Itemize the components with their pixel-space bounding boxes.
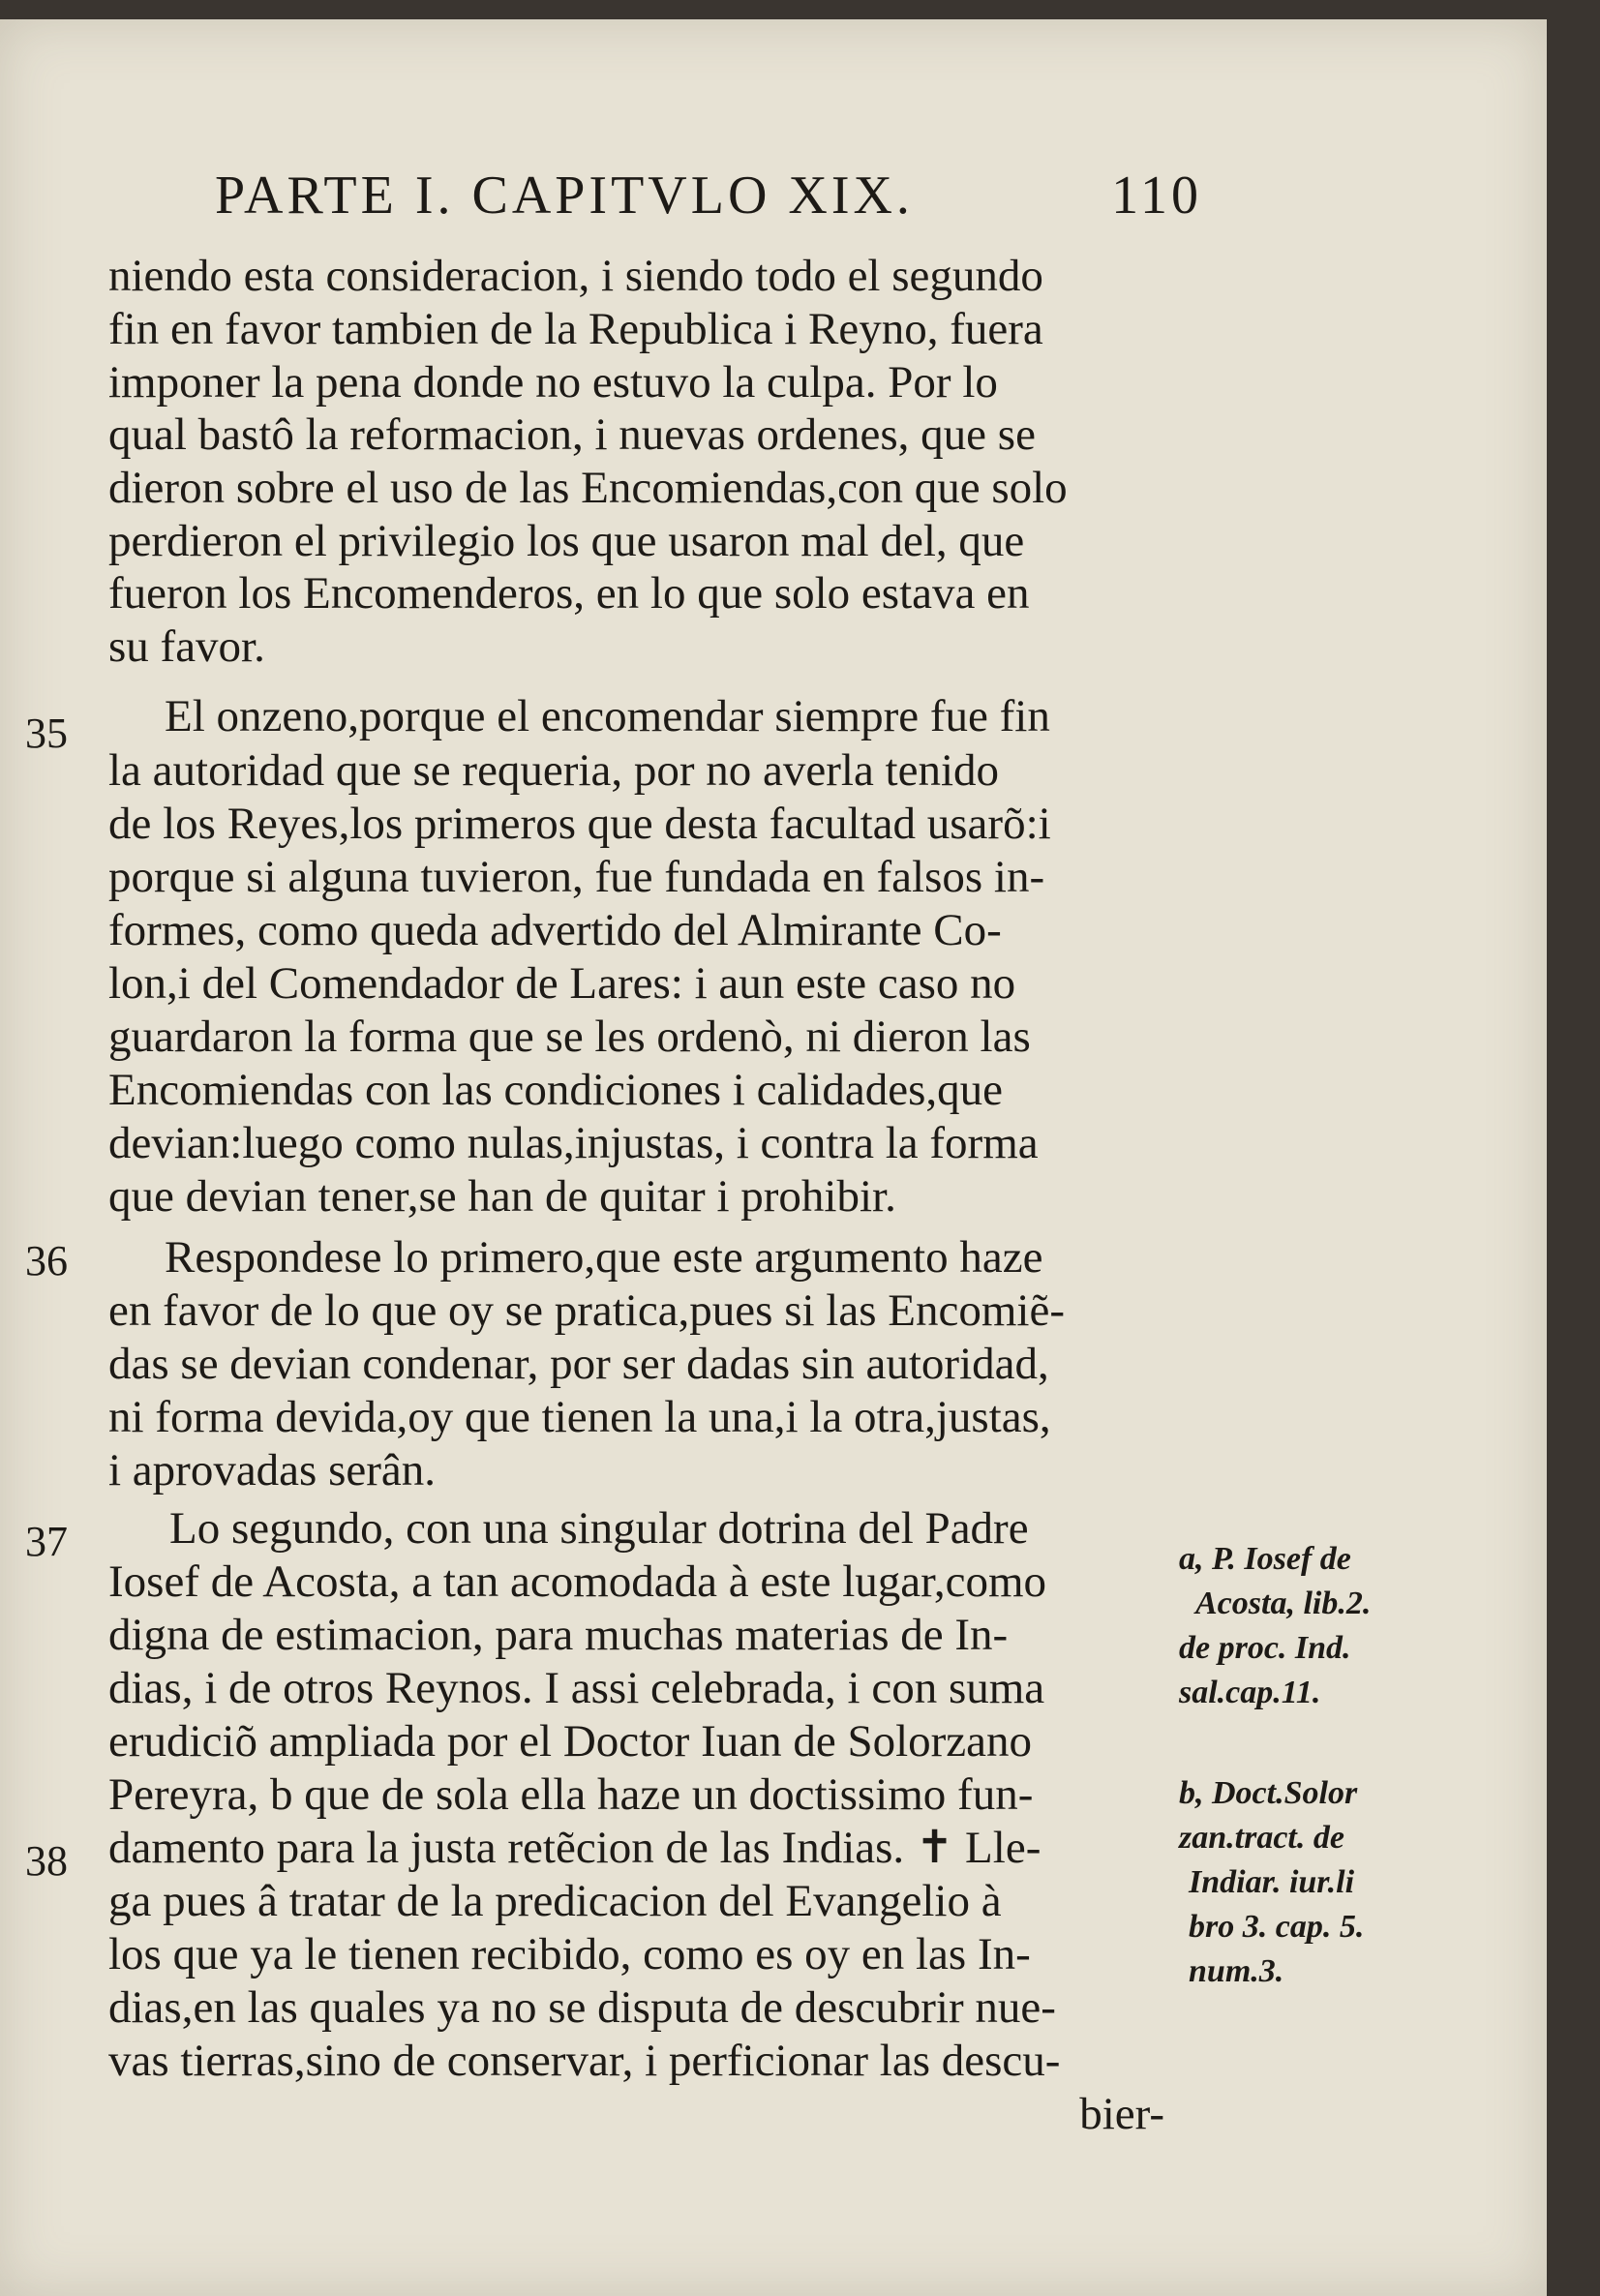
text-line: lon,i del Comendador de Lares: i aun este caso no: [108, 958, 1016, 1009]
text-line: que devian tener,se han de quitar i prohibir.: [108, 1171, 896, 1222]
text-line: guardaron la forma que se les ordenò, ni dieron las: [108, 1012, 1031, 1062]
text-line: formes, como queda advertido del Almirante Co-: [108, 905, 1002, 955]
text-line: vas tierras,sino de conservar, i perficionar las descu-: [108, 2036, 1061, 2086]
folio-number: 110: [1111, 166, 1202, 226]
text-line: su favor.: [108, 621, 265, 672]
text-line: la autoridad que se requeria, por no averla tenido: [108, 745, 1000, 796]
text-line: ni forma devida,oy que tienen la una,i la otra,justas,: [108, 1392, 1051, 1442]
paragraph-number: 35: [25, 710, 68, 757]
text-line: fueron los Encomenderos, en lo que solo estava en: [108, 568, 1030, 619]
paragraph-number: 36: [25, 1237, 68, 1284]
paragraph-number: 38: [25, 1837, 68, 1885]
text-line: ga pues â tratar de la predicacion del Evangelio à: [108, 1876, 1002, 1926]
marginal-note: num.3.: [1189, 1953, 1284, 1989]
text-line: Respondese lo primero,que este argumento haze: [165, 1232, 1043, 1283]
marginal-note: b, Doct.Solor: [1179, 1775, 1358, 1811]
text-line: qual bastô la reformacion, i nuevas ordenes, que se: [108, 409, 1036, 460]
text-line: devian:luego como nulas,injustas, i contra la forma: [108, 1118, 1039, 1168]
text-line: damento para la justa retẽcion de las Indias. ✝ Lle-: [108, 1823, 1042, 1873]
text-line: Encomiendas con las condiciones i calidades,que: [108, 1065, 1004, 1115]
text-line: dias,en las quales ya no se disputa de descubrir nue-: [108, 1982, 1056, 2033]
text-line: niendo esta consideracion, i siendo todo el segundo: [108, 251, 1043, 301]
text-line: fin en favor tambien de la Republica i Reyno, fuera: [108, 304, 1043, 354]
text-line: Pereyra, b que de sola ella haze un doctissimo fun-: [108, 1769, 1034, 1820]
text-line: porque si alguna tuvieron, fue fundada en falsos in-: [108, 852, 1045, 902]
text-line: El onzeno,porque el encomendar siempre fue fin: [165, 691, 1050, 741]
text-line: digna de estimacion, para muchas materias de In-: [108, 1610, 1009, 1660]
text-line: Iosef de Acosta, a tan acomodada à este lugar,como: [108, 1556, 1047, 1607]
running-title: PARTE I. CAPITVLO XIX.: [215, 166, 914, 226]
marginal-note: a, P. Iosef de: [1179, 1541, 1351, 1577]
marginal-note: sal.cap.11.: [1179, 1675, 1321, 1710]
text-line: Lo segundo, con una singular dotrina del Padre: [169, 1503, 1029, 1554]
text-line: de los Reyes,los primeros que desta facultad usarõ:i: [108, 799, 1051, 849]
catchword: bier-: [1079, 2089, 1164, 2139]
text-line: los que ya le tienen recibido, como es oy en las In-: [108, 1929, 1031, 1979]
text-line: das se devian condenar, por ser dadas sin autoridad,: [108, 1339, 1049, 1389]
marginal-note: zan.tract. de: [1179, 1820, 1344, 1856]
text-line: erudiciõ ampliada por el Doctor Iuan de Solorzano: [108, 1716, 1033, 1767]
marginal-note: bro 3. cap. 5.: [1189, 1909, 1365, 1945]
text-line: perdieron el privilegio los que usaron mal del, que: [108, 516, 1025, 566]
text-line: imponer la pena donde no estuvo la culpa. Por lo: [108, 357, 998, 408]
text-line: en favor de lo que oy se pratica,pues si las Encomiẽ-: [108, 1285, 1065, 1336]
marginal-note: Indiar. iur.li: [1189, 1864, 1355, 1900]
running-header: [215, 165, 1202, 242]
marginal-note: de proc. Ind.: [1179, 1630, 1351, 1666]
text-line: i aprovadas serân.: [108, 1445, 436, 1495]
book-page: [0, 19, 1547, 2296]
text-line: dieron sobre el uso de las Encomiendas,con que solo: [108, 463, 1068, 513]
marginal-note: Acosta, lib.2.: [1195, 1586, 1372, 1621]
text-line: dias, i de otros Reynos. I assi celebrada, i con suma: [108, 1663, 1045, 1713]
paragraph-number: 37: [25, 1518, 68, 1565]
